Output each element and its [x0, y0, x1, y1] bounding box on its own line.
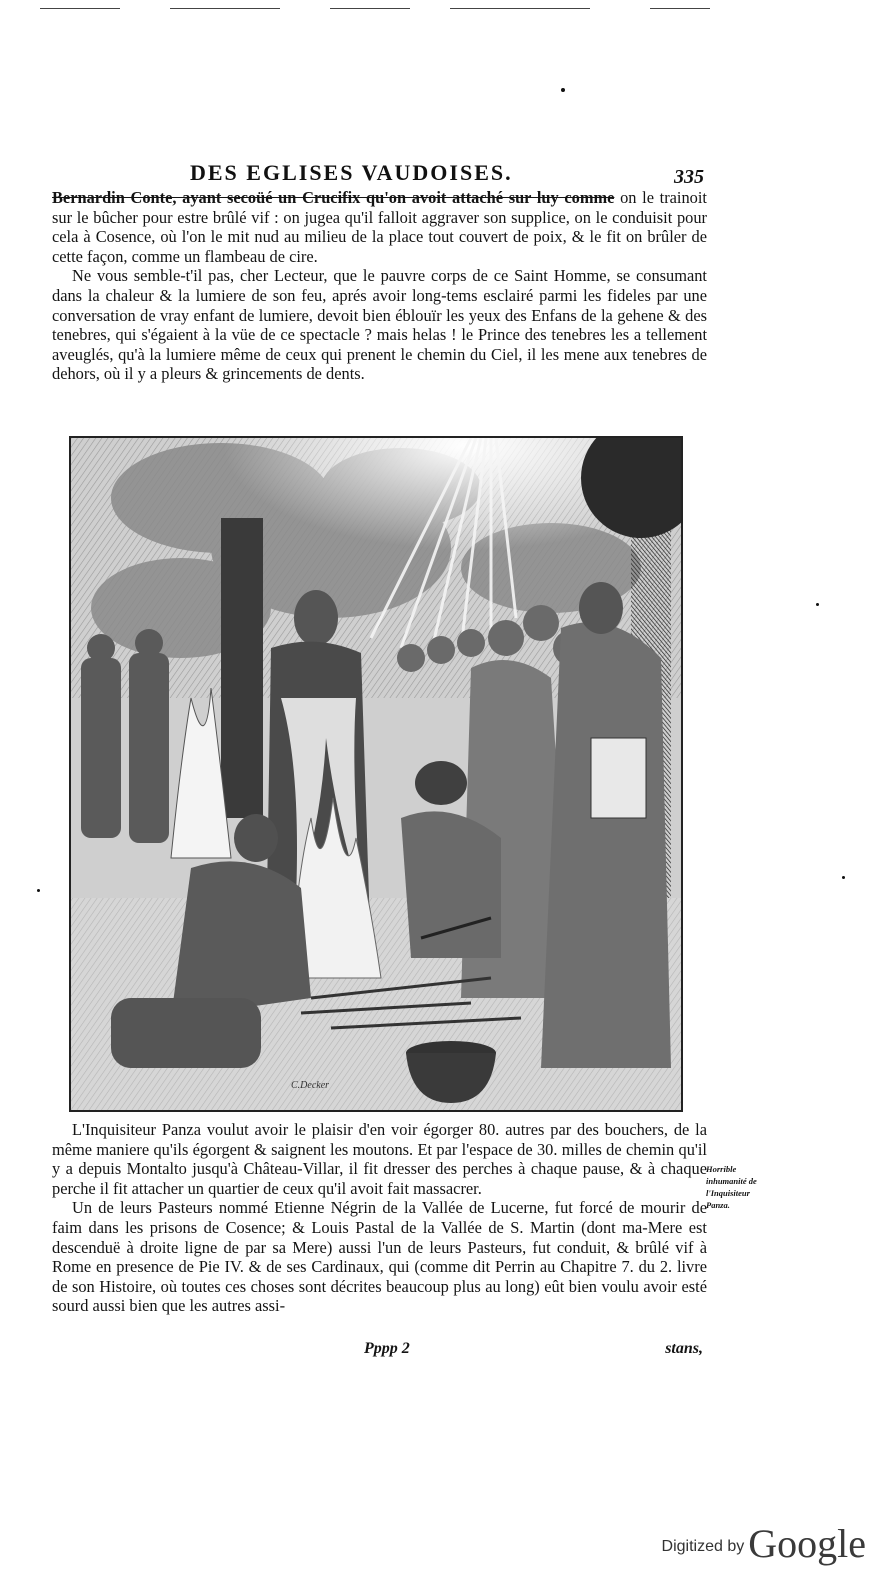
- footer-line: [52, 1340, 707, 1362]
- ink-speck: [842, 876, 845, 879]
- paragraph: [52, 1198, 707, 1316]
- paragraph: [52, 1120, 707, 1198]
- paragraph-text: on le trainoit sur le bûcher pour estre brûlé vif : on jugea qu'il falloit aggraver son supplice, on le conduisit pour cela à Cosence, où l'on le mit nud au milieu de la place tout couvert de poix, & le fit on brûler de cette façon, comme un flambeau de cire.: [52, 188, 707, 266]
- margin-note: Horrible inhumanité de l'Inquisiteur Panza.: [706, 1164, 757, 1210]
- ink-speck: [816, 603, 819, 606]
- engraving-scene: [71, 438, 681, 1110]
- paragraph: [52, 266, 707, 384]
- struck-through-line: Bernardin Conte, ayant secoüé un Crucifix qu'on avoit attaché sur luy comme: [52, 188, 615, 207]
- paragraph: [52, 188, 707, 266]
- google-logo: Google: [748, 1521, 866, 1566]
- ink-speck: [37, 889, 40, 892]
- catchword: stans,: [665, 1340, 703, 1357]
- text-block-top: [52, 188, 707, 384]
- engraver-mark: C.Decker: [291, 1080, 330, 1091]
- ink-speck: [561, 88, 565, 92]
- paragraph-text: Un de leurs Pasteurs nommé Etienne Négrin de la Vallée de Lucerne, fut forcé de mourir de faim dans les prisons de Cosence; & Louis Pastal de la Vallée de S. Martin (dont ma-Mere est descenduë à droite ligne de par sa Mere) aussi l'un de leurs Pasteurs, fut conduit, & brûlé vif à Rome en presence de Pie IV. & de ses Cardinaux, qui (comme dit Perrin au Chapitre 7. du 2. livre de son Histoire, où toutes ces choses sont décrites beaucoup plus au long) eût bien voulu avoir esté sourd aussi bien que les autres assi-: [52, 1198, 707, 1316]
- engraving-illustration: [69, 436, 683, 1112]
- top-edge-rule: [450, 8, 590, 9]
- page-number: 335: [674, 166, 704, 188]
- watermark-prefix: Digitized by: [661, 1538, 745, 1555]
- paragraph-text: Ne vous semble-t'il pas, cher Lecteur, que le pauvre corps de ce Saint Homme, se consumant dans la chaleur & la lumiere de son feu, aprés avoir long-tems esclairé parmi les fideles par une conversation de vray enfant de lumiere, devoit bien éblouïr les yeux des Enfans de la gehene & des tenebres, qui s'égaient à la vüe de ce spectacle ? mais helas ! le Prince des tenebres les a tellement aveuglés, qu'à la lumiere même de ceux qui prenent le chemin du Ciel, il les mene aux tenebres de dehors, où il y a pleurs & grincements de dents.: [52, 266, 707, 384]
- paragraph-text: L'Inquisiteur Panza voulut avoir le plaisir d'en voir égorger 80. autres par des bouchers, de la même maniere qu'ils égorgent & saignent les moutons. Et par l'espace de 30. milles de chemin qu'il y a depuis Montalto jusqu'à Château-Villar, il fit dresser des perches à chaque pause, & à chaque perche il fit attacher un quartier de ceux qu'il avoit fait massacrer.: [52, 1120, 707, 1198]
- top-edge-rule: [650, 8, 710, 9]
- digitization-watermark: [662, 1520, 866, 1567]
- stake-post: [221, 518, 263, 818]
- top-edge-rule: [40, 8, 120, 9]
- text-block-bottom: [52, 1120, 707, 1316]
- top-edge-rule: [330, 8, 410, 9]
- running-head: DES EGLISES VAUDOISES.: [190, 160, 513, 185]
- signature-mark: Pppp 2: [364, 1340, 410, 1357]
- top-edge-rule: [170, 8, 280, 9]
